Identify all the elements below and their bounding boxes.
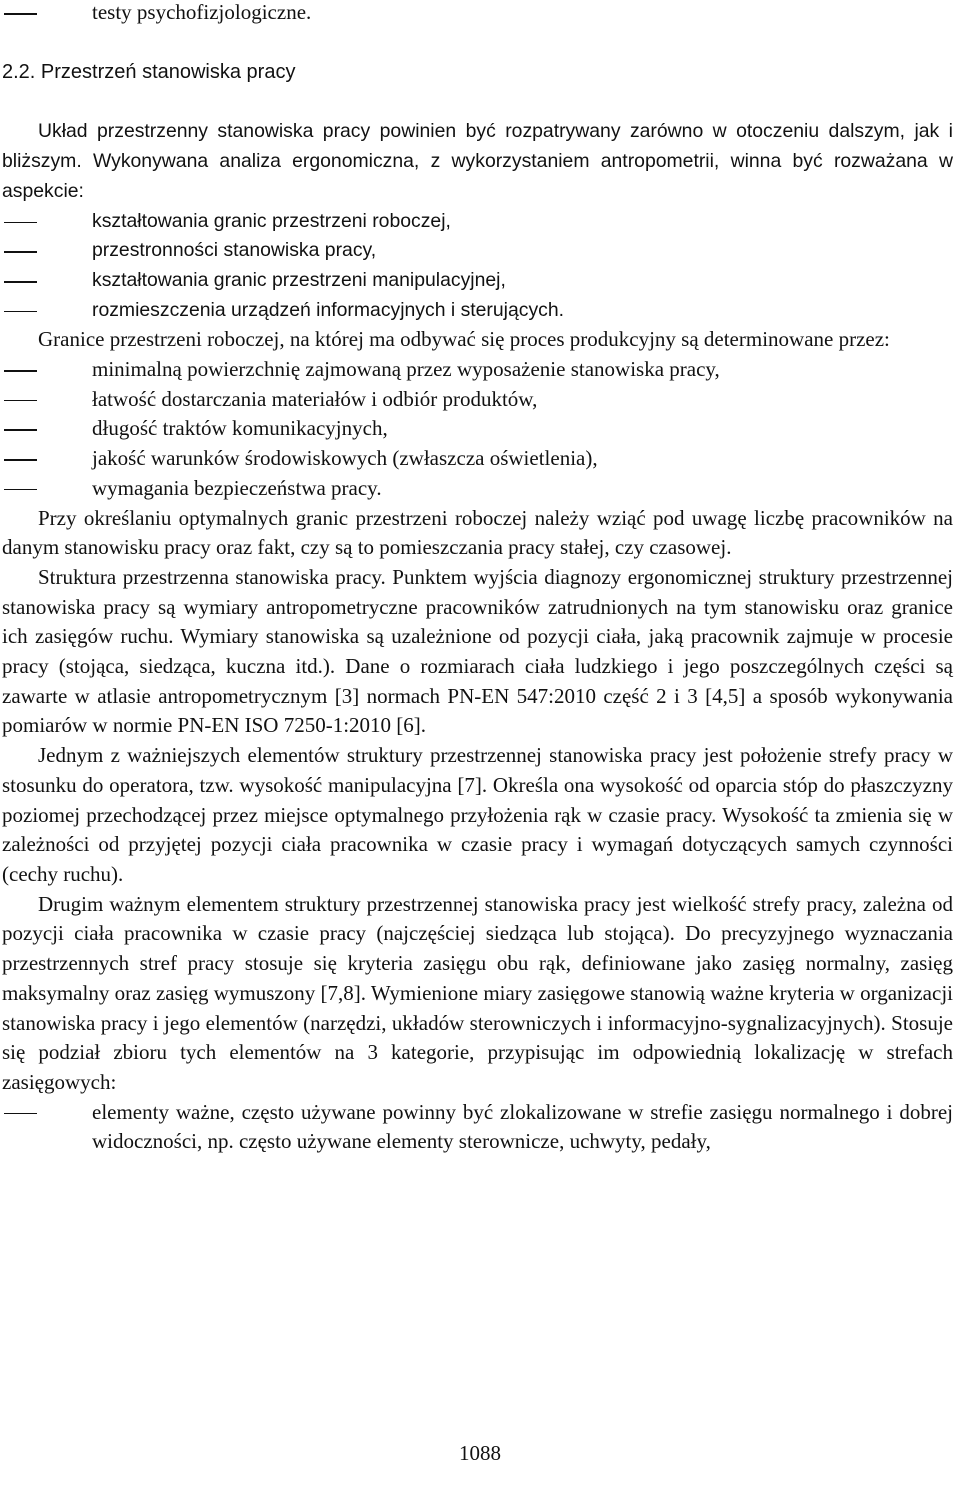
list-item: łatwość dostarczania materiałów i odbiór produktów, [2,385,953,415]
final-list [2,1098,953,1157]
list-item: przestronności stanowiska pracy, [2,236,953,266]
list-item: minimalną powierzchnię zajmowaną przez wyposażenie stanowiska pracy, [2,355,953,385]
body-paragraph: Drugim ważnym elementem struktury przestrzennej stanowiska pracy jest wielkość strefy pracy, zależna od pozycji ciała pracownika w czasie pracy (najczęściej siedząca lub stojąca). Do precyzyjnego wyznaczania przestrzennych stref pracy stosuje się kryteria zasięgu obu rąk, definiowane jako zasięg normalny, zasięg maksymalny oraz zasięg wymuszony [7,8]. Wymienione miary zasięgowe stanowią ważne kryteria w organizacji stanowiska pracy i jego elementów (narzędzi, układów sterowniczych i informacyjno-sygnalizacyjnych). Stosuje się podział zbioru tych elementów na 3 kategorie, przypisując im odpowiednią lokalizację w strefach zasięgowych: [2,891,953,1094]
body-paragraph: Przy określaniu optymalnych granic przestrzeni roboczej należy wziąć pod uwagę liczbę pracowników na danym stanowisku pracy oraz fakt, czy są to pomieszczania pracy stałej, czy czasowej. [2,505,953,560]
intro-paragraph: Układ przestrzenny stanowiska pracy powinien być rozpatrywany zarówno w otoczeniu dalszym, jak i bliższym. Wykonywana analiza ergonomiczna, z wykorzystaniem antropometrii, winna być rozważana w aspekcie: [2,120,953,202]
aspects-list [2,207,953,326]
list-item: kształtowania granic przestrzeni manipulacyjnej, [2,266,953,296]
section-heading [2,58,953,88]
list-item: długość traktów komunikacyjnych, [2,414,953,444]
list-item: elementy ważne, często używane powinny być zlokalizowane w strefie zasięgu normalnego i dobrej widoczności, np. często używane elementy sterownicze, uchwyty, pedały, [2,1098,953,1157]
section-title: Przestrzeń stanowiska pracy [40,60,296,83]
list-item: rozmieszczenia urządzeń informacyjnych i sterujących. [2,296,953,326]
list-item: wymagania bezpieczeństwa pracy. [2,474,953,504]
section-number: 2.2. [2,60,36,83]
list-item: jakość warunków środowiskowych (zwłaszcza oświetlenia), [2,444,953,474]
page-number: 1088 [459,1441,501,1465]
body-paragraph: Jednym z ważniejszych elementów struktury przestrzennej stanowiska pracy jest położenie strefy pracy w stosunku do operatora, tzw. wysokość manipulacyjna [7]. Określa ona wysokość od oparcia stóp do płaszczyzny poziomej przechodzącej przez miejsce optymalnego przyłożenia rąk w czasie pracy. Wysokość ta zmienia się w zależności od przyjętej pozycji ciała pracownika w czasie pracy i wymagań dotyczących samych czynności (cechy ruchu). [2,743,953,886]
list-item: kształtowania granic przestrzeni roboczej, [2,207,953,237]
list-item: testy psychofizjologiczne. [2,0,953,28]
body-paragraph: Struktura przestrzenna stanowiska pracy. Punktem wyjścia diagnozy ergonomicznej struktury przestrzennej stanowiska pracy są wymiary antropometryczne pracowników zatrudnionych na tym stanowisku oraz granice ich zasięgów ruchu. Wymiary stanowiska są uzależnione od pozycji ciała, jaką pracownik zajmuje w procesie pracy (stojąca, siedząca, kuczna itd.). Dane o rozmiarach ciała ludzkiego i jego poszczególnych części są zawarte w atlasie antropometrycznym [3] normach PN-EN 547:2010 część 2 i 3 [4,5] a sposób wykonywania pomiarów w normie PN-EN ISO 7250-1:2010 [6]. [2,564,953,738]
document-page [2,0,953,1157]
determinants-paragraph: Granice przestrzeni roboczej, na której ma odbywać się proces produkcyjny są determinowane przez: [38,327,890,352]
determinants-list [2,355,953,504]
